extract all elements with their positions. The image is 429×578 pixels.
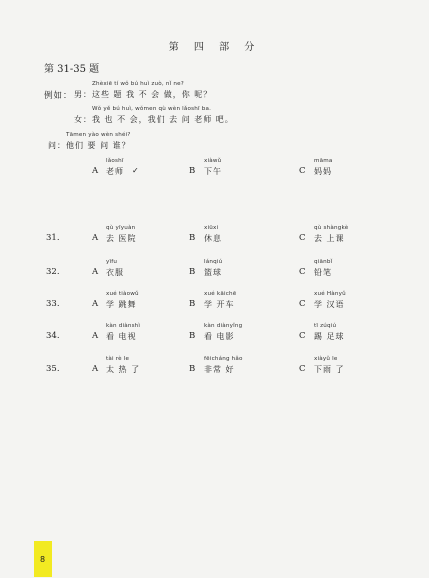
question-32-option-b-pinyin: lánqiú	[204, 259, 223, 265]
question-34-option-b-letter: B	[189, 331, 196, 341]
question-35-option-b-pinyin: fēicháng hǎo	[204, 356, 243, 362]
question-31-option-c-pinyin: qù shàngkè	[314, 225, 349, 231]
section-title: 第 31-35 题	[44, 64, 100, 75]
question-35-option-c-pinyin: xiàyǔ le	[314, 356, 338, 362]
question-33-option-b-letter: B	[189, 299, 196, 309]
example-line-1: 这些 题 我 不 会 做，你 呢？	[92, 90, 213, 99]
checkmark-icon: ✓	[132, 166, 140, 175]
example-option-b-letter: B	[189, 166, 196, 176]
question-number: 35.	[46, 364, 60, 374]
question-31-option-b-letter: B	[189, 233, 196, 243]
question-35-option-a-pinyin: tài rè le	[106, 356, 130, 362]
question-33-option-c-pinyin: xué Hànyǔ	[314, 291, 346, 297]
example-option-c-letter: C	[299, 166, 306, 176]
example-speaker-1: 男：	[74, 90, 92, 99]
example-option-a-letter: A	[92, 166, 99, 176]
example-line-2: 我 也 不 会，我们 去 问 老师 吧。	[92, 115, 234, 124]
question-35-option-b-text: 非常 好	[204, 365, 235, 374]
example-label: 例如：	[44, 91, 73, 101]
question-34-option-c-pinyin: tī zúqiú	[314, 323, 337, 329]
example-speaker-3: 问：	[48, 141, 66, 150]
question-34-option-a-text: 看 电视	[106, 332, 137, 341]
question-32-option-a-pinyin: yīfu	[106, 259, 118, 265]
question-33-option-c-text: 学 汉语	[314, 300, 345, 309]
question-number: 33.	[46, 299, 60, 309]
question-31-option-b-text: 休息	[204, 234, 222, 243]
example-pinyin-3: Tāmen yào wèn shéi?	[66, 132, 131, 138]
question-32-option-b-letter: B	[189, 267, 196, 277]
question-32-option-b-text: 篮球	[204, 268, 222, 277]
question-34-option-b-pinyin: kàn diànyǐng	[204, 323, 243, 329]
question-33-option-a-text: 学 跳舞	[106, 300, 137, 309]
question-number: 31.	[46, 233, 60, 243]
part-title: 第 四 部 分	[168, 42, 261, 53]
question-34-option-b-text: 看 电影	[204, 332, 235, 341]
question-35-option-c-text: 下雨 了	[314, 365, 345, 374]
question-35-option-a-text: 太 热 了	[106, 365, 141, 374]
question-32-option-c-text: 铅笔	[314, 268, 332, 277]
question-35-option-b-letter: B	[189, 364, 196, 374]
question-35-option-a-letter: A	[92, 364, 99, 374]
question-number: 32.	[46, 267, 60, 277]
question-31-option-a-letter: A	[92, 233, 99, 243]
question-33-option-b-pinyin: xué kāichē	[204, 291, 237, 297]
question-34-option-a-pinyin: kàn diànshì	[106, 323, 141, 329]
question-32-option-a-text: 衣服	[106, 268, 124, 277]
question-33-option-a-letter: A	[92, 299, 99, 309]
question-32-option-c-letter: C	[299, 267, 306, 277]
example-option-b-pinyin: xiàwǔ	[204, 158, 222, 164]
question-34-option-a-letter: A	[92, 331, 99, 341]
question-33-option-c-letter: C	[299, 299, 306, 309]
example-pinyin-2: Wǒ yě bú huì, wǒmen qù wèn lǎoshī ba.	[92, 106, 212, 112]
page-number-badge	[34, 541, 52, 577]
example-option-b-text: 下午	[204, 167, 222, 176]
example-pinyin-1: Zhèxiē tí wǒ bú huì zuò, nǐ ne?	[92, 81, 184, 87]
question-31-option-a-text: 去 医院	[106, 234, 137, 243]
example-line-3: 他们 要 问 谁？	[66, 141, 131, 150]
question-34-option-c-text: 踢 足球	[314, 332, 345, 341]
example-speaker-2: 女：	[74, 115, 92, 124]
question-number: 34.	[46, 331, 60, 341]
question-33-option-b-text: 学 开车	[204, 300, 235, 309]
question-33-option-a-pinyin: xué tiàowǔ	[106, 291, 139, 297]
question-31-option-c-letter: C	[299, 233, 306, 243]
question-35-option-c-letter: C	[299, 364, 306, 374]
example-option-a-text: 老师	[106, 167, 124, 176]
question-32-option-a-letter: A	[92, 267, 99, 277]
page-number: 8	[40, 555, 46, 564]
question-32-option-c-pinyin: qiānbǐ	[314, 259, 333, 265]
example-option-a-pinyin: lǎoshī	[106, 158, 124, 164]
example-option-c-pinyin: māma	[314, 158, 333, 164]
question-31-option-a-pinyin: qù yīyuàn	[106, 225, 136, 231]
example-option-c-text: 妈妈	[314, 167, 332, 176]
question-31-option-c-text: 去 上课	[314, 234, 345, 243]
question-31-option-b-pinyin: xiūxi	[204, 225, 219, 231]
question-34-option-c-letter: C	[299, 331, 306, 341]
